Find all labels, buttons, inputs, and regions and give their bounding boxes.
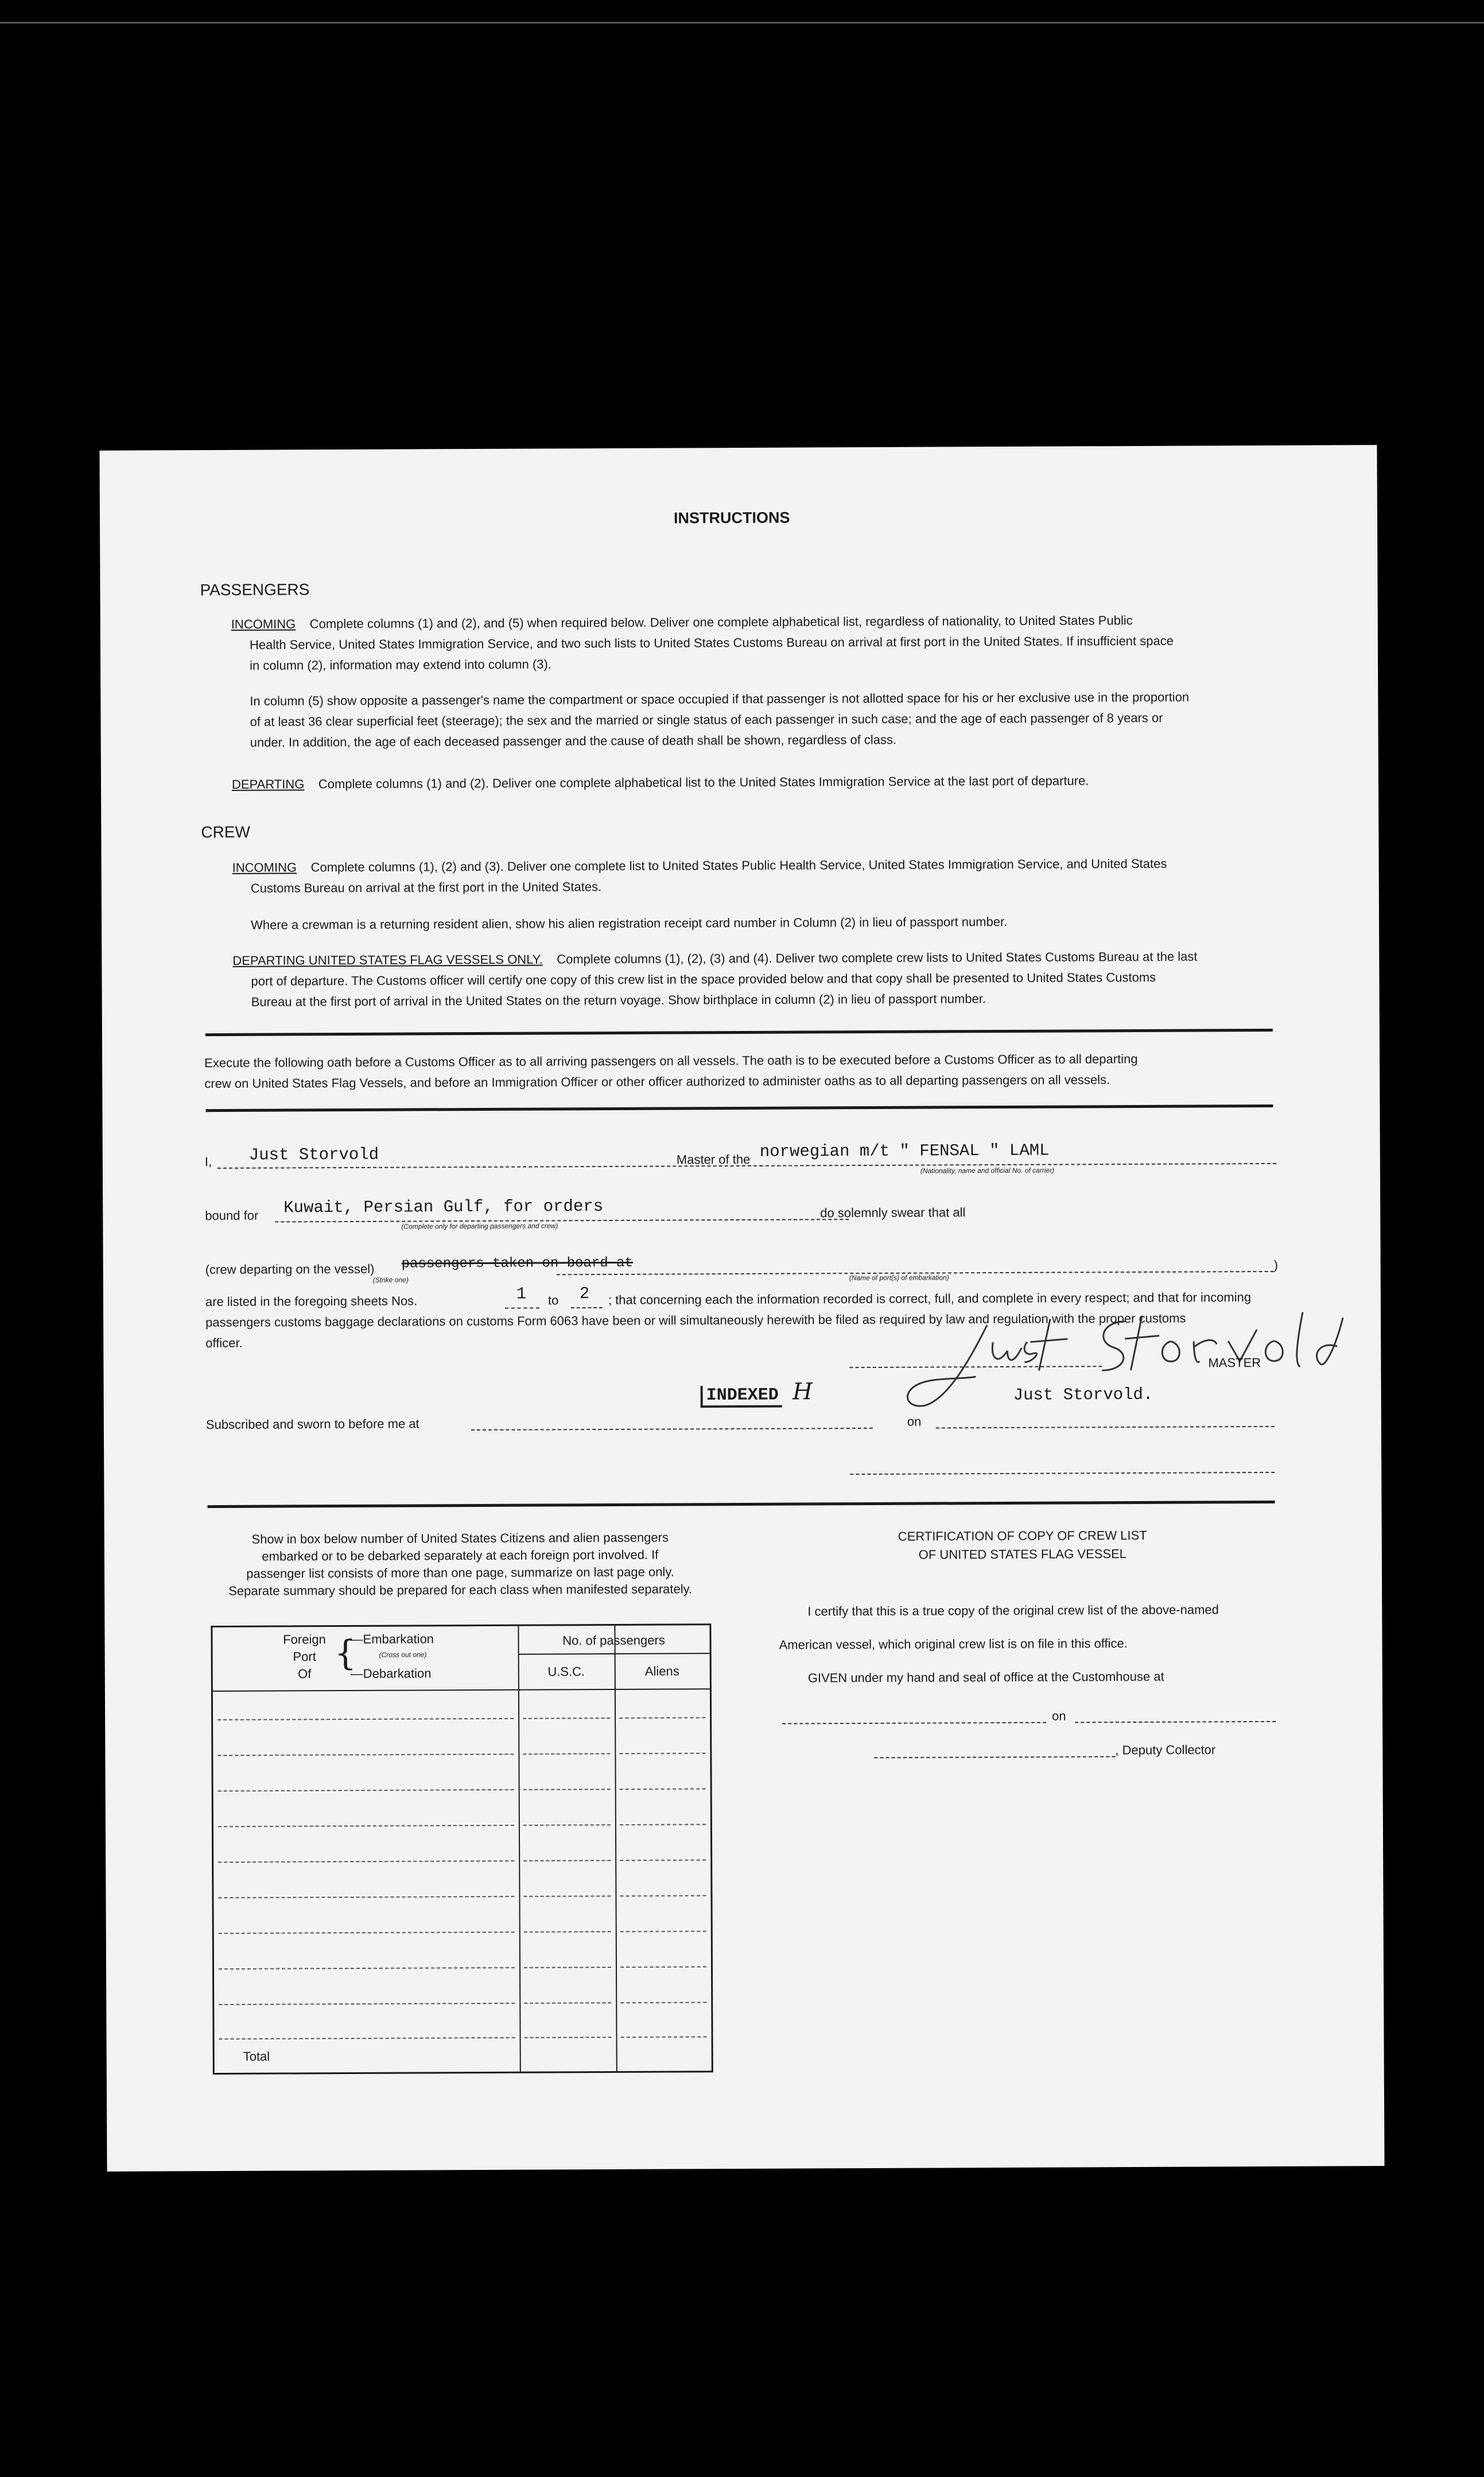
- col-foreign-3: Of: [298, 1666, 312, 1681]
- table-row: [620, 1895, 706, 1897]
- brace-icon: {: [334, 1633, 356, 1674]
- table-row: [217, 1754, 514, 1756]
- certification-title-1: CERTIFICATION OF COPY OF CREW LIST: [898, 1528, 1147, 1544]
- deputy-collector-label: , Deputy Collector: [1115, 1742, 1216, 1758]
- column5-text-2: of at least 36 clear superficial feet (steerage); the sex and the married or single status of each passenger in such case; and the age of each passenger of 8 years or: [250, 710, 1163, 729]
- table-row: [620, 1824, 706, 1825]
- passengers-incoming-label: INCOMING: [231, 617, 296, 631]
- crew-incoming-text-2: Customs Bureau on arrival at the first port in the United States.: [250, 879, 602, 896]
- subscribed-on-label: on: [907, 1414, 922, 1429]
- indexed-mark: H: [792, 1378, 813, 1405]
- table-row: [523, 1718, 610, 1719]
- table-row: [619, 1717, 705, 1719]
- strike-caption: (Strike one): [372, 1276, 409, 1284]
- destination-line: [275, 1219, 849, 1222]
- table-row: [620, 1966, 706, 1968]
- certification-date-line: [1075, 1721, 1276, 1723]
- certification-title-2: OF UNITED STATES FLAG VESSEL: [918, 1546, 1127, 1562]
- crew-incoming-paragraph: [232, 854, 1167, 878]
- crew-incoming-text-1: Complete columns (1), (2) and (3). Deliver one complete list to United States Public Health Service, United States Immigration Service, and United States: [310, 856, 1167, 875]
- sheet-to: 2: [579, 1284, 590, 1304]
- table-row: [218, 1860, 514, 1863]
- master-of-label: Master of the: [676, 1152, 751, 1167]
- table-row: [523, 1789, 611, 1790]
- col-embarkation: —Embarkation: [350, 1631, 434, 1646]
- bound-for-label: bound for: [205, 1208, 259, 1223]
- col-debarkation: —Debarkation: [350, 1666, 432, 1681]
- summary-instructions-2: embarked or to be debarked separately at each foreign port involved. If: [262, 1547, 659, 1564]
- col-usc: U.S.C.: [547, 1664, 585, 1679]
- oath-intro-2: crew on United States Flag Vessels, and before an Immigration Officer or other officer authorized to administer oaths as to all departing passengers on all vessels.: [204, 1072, 1110, 1091]
- baggage-text: passengers customs baggage declarations on customs Form 6063 have been or will simultaneously herewith be filed as required by law and regulation with the proper customs: [205, 1311, 1186, 1330]
- table-row: [621, 2036, 707, 2038]
- vessel-name: norwegian m/t " FENSAL " LAML: [759, 1141, 1050, 1161]
- crew-departing-text-2: port of departure. The Customs officer will certify one copy of this crew list in the space provided below and that copy shall be presented to United States Customs: [251, 970, 1156, 989]
- subscribed-place-line: [471, 1428, 873, 1431]
- col-cross-out: (Cross out one): [379, 1650, 427, 1659]
- certification-on-label: on: [1052, 1708, 1066, 1723]
- column5-text-1: In column (5) show opposite a passenger's name the compartment or space occupied if that passenger is not allotted space for his or her exclusive use in the proportion: [250, 689, 1190, 708]
- destination: Kuwait, Persian Gulf, for orders: [283, 1197, 604, 1218]
- table-row: [620, 1931, 706, 1932]
- passengers-departing-label: DEPARTING: [231, 777, 305, 792]
- passengers-incoming-text-2: Health Service, United States Immigration Service, and two such lists to United States Customs Bureau on arrival at first port in the United States. If insufficient space: [249, 633, 1174, 652]
- table-row: [619, 1753, 705, 1754]
- master-label: MASTER: [1208, 1355, 1261, 1370]
- customhouse-line: [782, 1722, 1046, 1724]
- subscribed-date-line: [936, 1426, 1275, 1429]
- passengers-incoming-text-1: Complete columns (1) and (2), and (5) when required below. Deliver one complete alphabetical list, regardless of nationality, to United States Public: [309, 613, 1133, 631]
- top-scan-line: [0, 22, 1484, 24]
- sheet-from-line: [505, 1308, 539, 1309]
- port-caption: (Name of port(s) of embarkation): [849, 1273, 949, 1282]
- swear-text: do solemnly swear that all: [820, 1205, 966, 1220]
- close-paren: ): [1273, 1257, 1279, 1272]
- sheet-to-line: [571, 1307, 603, 1308]
- summary-instructions-4: Separate summary should be prepared for each class when manifested separately.: [228, 1581, 693, 1598]
- passengers-departing-paragraph: [232, 770, 1089, 795]
- table-row: [218, 1789, 514, 1792]
- table-row: [219, 1967, 515, 1970]
- destination-caption: (Complete only for departing passengers and crew): [401, 1222, 558, 1231]
- master-name: Just Storvold: [248, 1145, 379, 1165]
- crew-list-form-sheet: [99, 445, 1384, 2172]
- summary-instructions-1: Show in box below number of United States Citizens and alien passengers: [251, 1530, 669, 1546]
- crew-departing-label: (crew departing on the vessel): [205, 1261, 375, 1277]
- crew-departing-label: DEPARTING UNITED STATES FLAG VESSELS ONLY.: [232, 952, 543, 968]
- crew-resident-text: Where a crewman is a returning resident alien, show his alien registration receipt card number in Column (2) in lieu of passport number.: [251, 914, 1008, 932]
- officer-text: officer.: [205, 1335, 243, 1351]
- table-row: [525, 2037, 612, 2038]
- instructions-title: INSTRUCTIONS: [673, 509, 790, 527]
- typed-signature: Just Storvold.: [1013, 1385, 1153, 1405]
- passengers-incoming-text-3: in column (2), information may extend into column (3).: [250, 657, 551, 673]
- indexed-stamp-text: INDEXED: [701, 1386, 782, 1408]
- oath-i-label: I,: [204, 1154, 212, 1169]
- table-row: [523, 1753, 610, 1755]
- column5-text-3: under. In addition, the age of each deceased passenger and the cause of death shall be shown, regardless of class.: [250, 732, 897, 750]
- col-no-passengers: No. of passengers: [562, 1633, 665, 1648]
- passenger-summary-table: [211, 1623, 713, 2075]
- sheet-to-label: to: [547, 1293, 559, 1308]
- table-row: [217, 1718, 514, 1720]
- divider-rule-2: [205, 1104, 1273, 1112]
- summary-instructions-3: passenger list consists of more than one page, summarize on last page only.: [246, 1564, 674, 1581]
- vessel-caption: (Nationality, name and official No. of carrier): [920, 1166, 1055, 1175]
- col-foreign-1: Foreign: [283, 1632, 326, 1647]
- oath-intro-1: Execute the following oath before a Customs Officer as to all arriving passengers on all vessels. The oath is to be executed before a Customs Officer as to all departing: [204, 1051, 1138, 1071]
- table-header-bottom: [213, 1688, 710, 1692]
- passengers-departing-text: Complete columns (1) and (2). Deliver one complete alphabetical list to the United States Immigration Service at the last port of departure.: [318, 773, 1089, 792]
- col-aliens: Aliens: [644, 1664, 679, 1679]
- table-row: [523, 1860, 611, 1862]
- table-row: [524, 2002, 611, 2004]
- crew-departing-text-1: Complete columns (1), (2), (3) and (4). Deliver two complete crew lists to United States Customs Bureau at the last: [557, 949, 1198, 967]
- table-row: [620, 1859, 706, 1861]
- table-row: [218, 1896, 514, 1898]
- struck-passengers-text: passengers taken on board at: [401, 1255, 633, 1272]
- table-row: [218, 1825, 514, 1827]
- passengers-heading: PASSENGERS: [200, 580, 310, 599]
- col-foreign-2: Port: [293, 1649, 316, 1664]
- divider-rule-3: [207, 1501, 1275, 1508]
- crew-incoming-label: INCOMING: [232, 860, 297, 875]
- table-row: [620, 1788, 706, 1790]
- officer-signature-line: [850, 1472, 1275, 1475]
- sheet-from: 1: [516, 1284, 527, 1304]
- total-label: Total: [243, 2049, 270, 2064]
- table-row: [219, 2037, 515, 2040]
- divider-rule-1: [205, 1029, 1273, 1036]
- sheets-text: ; that concerning each the information recorded is correct, full, and complete in every respect; and that for incoming: [608, 1290, 1252, 1308]
- certification-given-text: GIVEN under my hand and seal of office at the Customhouse at: [807, 1669, 1164, 1685]
- table-row: [524, 1931, 611, 1933]
- deputy-signature-line: [874, 1756, 1115, 1758]
- sheets-label: are listed in the foregoing sheets Nos.: [205, 1293, 418, 1309]
- table-row: [523, 1895, 611, 1897]
- crew-heading: CREW: [201, 823, 250, 842]
- indexed-stamp: [701, 1378, 813, 1405]
- table-header-mid: [518, 1653, 710, 1654]
- certification-text-1: I certify that this is a true copy of the original crew list of the above-named: [807, 1602, 1219, 1619]
- table-row: [524, 1967, 611, 1968]
- table-divider-aliens: [614, 1626, 617, 2071]
- table-row: [523, 1824, 611, 1826]
- table-row: [219, 2003, 515, 2005]
- table-row: [620, 2002, 706, 2003]
- subscribed-label: Subscribed and sworn to before me at: [205, 1416, 419, 1432]
- table-divider-ports: [518, 1626, 520, 2072]
- crew-departing-text-3: Bureau at the first port of arrival in the United States on the return voyage. Show birthplace in column (2) in lieu of passport number.: [251, 991, 986, 1009]
- certification-text-2: American vessel, which original crew list is on file in this office.: [779, 1636, 1128, 1652]
- table-row: [219, 1932, 515, 1934]
